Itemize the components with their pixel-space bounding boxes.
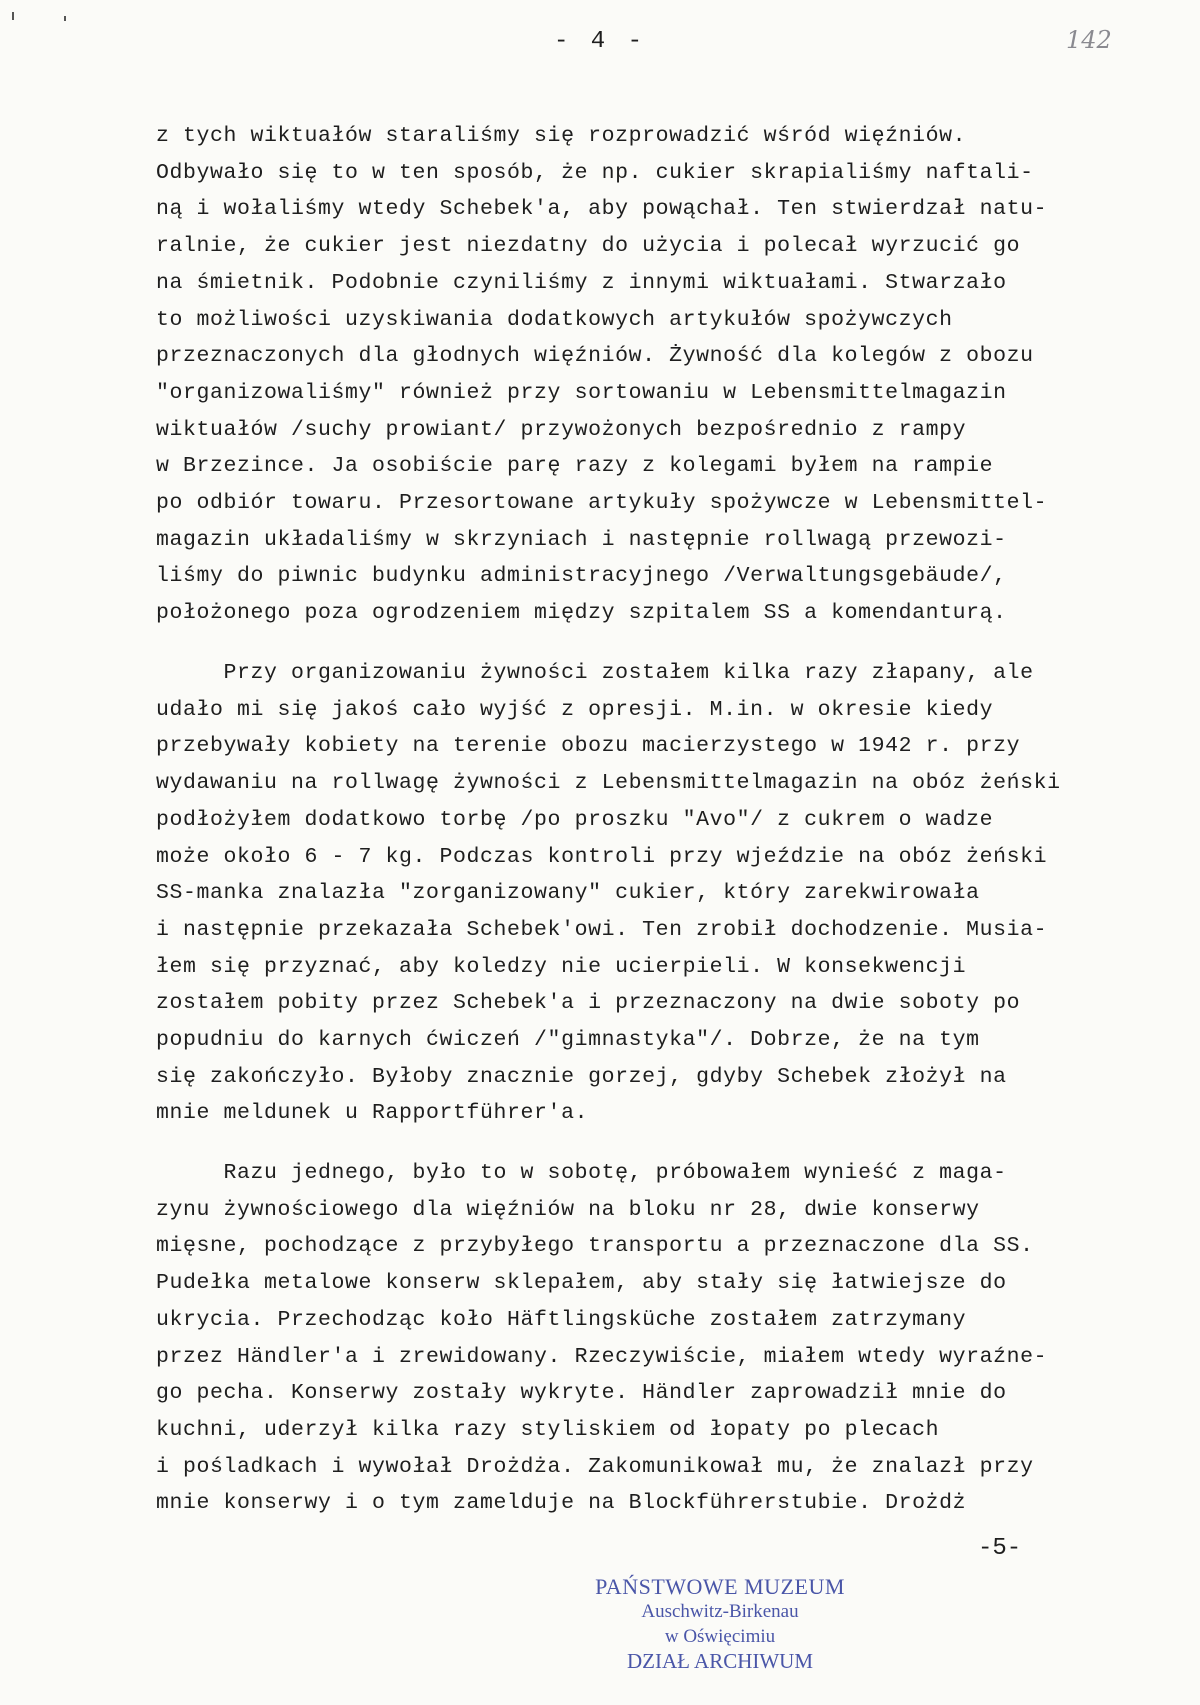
- stamp-line-1: PAŃSTWOWE MUZEUM: [595, 1574, 845, 1599]
- stamp-line-4: DZIAŁ ARCHIWUM: [626, 1649, 814, 1673]
- stamp-line-2: Auschwitz-Birkenau: [641, 1601, 799, 1622]
- paragraph-1: z tych wiktuałów staraliśmy się rozprowadzić wśród więźniów. Odbywało się to w ten sposób, że np. cukier skrapialiśmy naftali- ną i wołaliśmy wtedy Schebek'a, aby powąchał. Ten stwierdzał natu- ralnie, że cukier jest niezdatny do użycia i polecał wyrzucić go na śmietnik. Podobnie czyniliśmy z innymi wiktuałami. Stwarzało to możliwości uzyskiwania dodatkowych artykułów spożywczych przeznaczonych dla głodnych więźniów. Żywność dla kolegów z obozu "organizowaliśmy" również przy sortowaniu w Lebensmittelmagazin wiktuałów /suchy prowiant/ przywożonych bezpośrednio z rampy w Brzezince. Ja osobiście parę razy z kolegami byłem na rampie po odbiór towaru. Przesortowane artykuły spożywcze w Lebensmittel- magazin układaliśmy w skrzyniach i następnie rollwagą przewozi- liśmy do piwnic budynku administracyjnego /Verwaltungsgebäude/, położonego poza ogrodzeniem między szpitalem SS a komendanturą.: [156, 124, 1048, 626]
- paragraph-3: Razu jednego, było to w sobotę, próbowałem wynieść z maga- zynu żywnościowego dla więźniów na bloku nr 28, dwie konserwy mięsne, pochodzące z przybyłego transportu a przeznaczone dla SS. Pudełka metalowe konserw sklepałem, aby stały się łatwiejsze do ukrycia. Przechodząc koło Häftlingsküche zostałem zatrzymany przez Händler'a i zrewidowany. Rzeczywiście, miałem wtedy wyraźne- go pecha. Konserwy zostały wykryte. Händler zaprowadził mnie do kuchni, uderzył kilka razy styliskiem od łopaty po plecach i pośladkach i wywołał Drożdża. Zakomunikował mu, że znalazł przy mnie konserwy i o tym zamelduje na Blockführerstubie. Drożdż: [156, 1161, 1048, 1516]
- scan-mark: [12, 12, 14, 20]
- museum-archive-stamp: [560, 1574, 880, 1674]
- next-page-marker: -5-: [978, 1535, 1022, 1562]
- stamp-line-3: w Oświęcimiu: [664, 1626, 776, 1647]
- paragraph-2: Przy organizowaniu żywności zostałem kilka razy złapany, ale udało mi się jakoś cało wyjść z opresji. M.in. w okresie kiedy przebywały kobiety na terenie obozu macierzystego w 1942 r. przy wydawaniu na rollwagę żywności z Lebensmittelmagazin na obóz żeński podłożyłem dodatkowo torbę /po proszku "Avo"/ z cukrem o wadze może około 6 - 7 kg. Podczas kontroli przy wjeździe na obóz żeński SS-manka znalazła "zorganizowany" cukier, który zarekwirowała i następnie przekazała Schebek'owi. Ten zrobił dochodzenie. Musia- łem się przyznać, aby koledzy nie ucierpieli. W konsekwencji zostałem pobity przez Schebek'a i przeznaczony na dwie soboty po popudniu do karnych ćwiczeń /"gimnastyka"/. Dobrze, że na tym się zakończyło. Byłoby znacznie gorzej, gdyby Schebek złożył na mnie meldunek u Rapportführer'a.: [156, 661, 1061, 1126]
- page-number: - 4 -: [553, 28, 646, 55]
- scan-mark: [64, 16, 66, 21]
- archive-page-number: 142: [1066, 26, 1112, 54]
